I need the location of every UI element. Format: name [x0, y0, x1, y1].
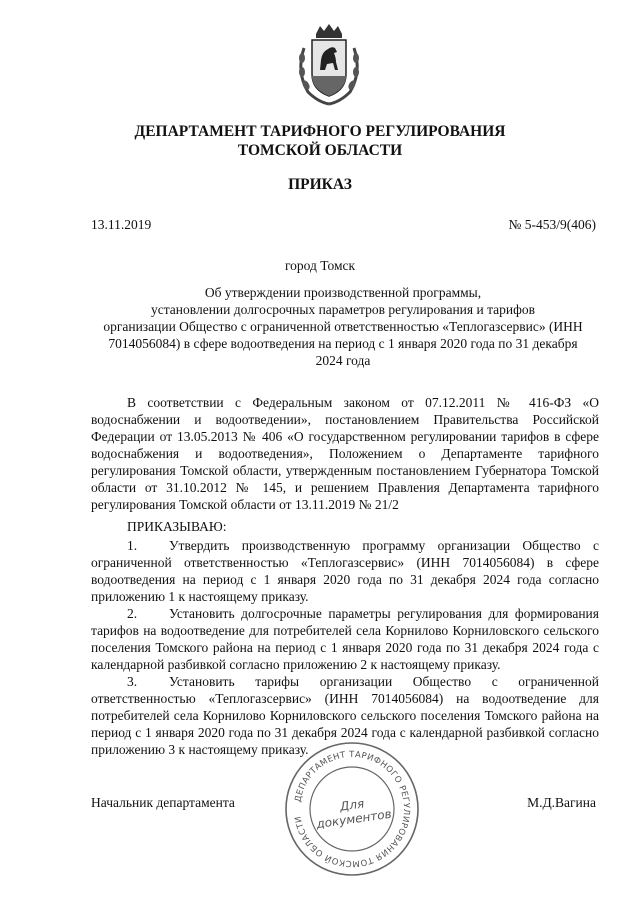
subject-line: Об утверждении производственной программы,: [204, 285, 482, 300]
order-item: [91, 537, 599, 605]
order-items-list: [91, 537, 599, 758]
signatory-name: М.Д.Вагина: [527, 795, 596, 810]
order-word: ПРИКАЗЫВАЮ:: [127, 519, 227, 534]
order-date: 13.11.2019: [91, 217, 152, 232]
city-line: город Томск: [284, 258, 356, 273]
subject-line: 2024 года: [315, 353, 371, 368]
stamp-center-text: Для документов: [315, 796, 393, 832]
department-heading: [60, 122, 580, 160]
order-number: № 5-453/9(406): [508, 217, 596, 232]
item-text: Утвердить производственную программу организации Общество с ограниченной ответственностью «Теплогазсервис» (ИНН 7014056084) в сфере водоотведения на период с 1 января 2020 года по 31 декабря 2024 года согласно приложению 1 к настоящему приказу.: [91, 538, 599, 604]
document-type: ПРИКАЗ: [288, 176, 352, 193]
region-name: ТОМСКОЙ ОБЛАСТИ: [237, 142, 403, 159]
item-number: 1.: [127, 538, 138, 553]
order-item: [91, 605, 599, 673]
subject-line: установлении долгосрочных параметров регулирования и тарифов: [151, 302, 535, 317]
stamp-ring-text: ДЕПАРТАМЕНТ ТАРИФНОГО РЕГУЛИРОВАНИЯ ТОМСКОЙ ОБЛАСТИ: [293, 749, 412, 869]
subject-line: организации Общество с ограниченной ответственностью «Теплогазсервис» (ИНН: [103, 319, 583, 334]
tomsk-coat-of-arms-icon: [294, 22, 364, 106]
item-text: Установить долгосрочные параметры регулирования для формирования тарифов на водоотведение для потребителей села Корнилово Корниловского сельского поселения Томского района на период с 1 января 2020 года по 31 декабря 2024 года с календарной разбивкой согласно приложению 2 к настоящему приказу.: [91, 606, 599, 672]
subject-line: 7014056084) в сфере водоотведения на период с 1 января 2020 года по 31 декабря: [108, 336, 578, 351]
order-subject: [88, 284, 598, 369]
item-number: 2.: [127, 606, 138, 621]
signatory-role: Начальник департамента: [91, 795, 235, 810]
department-name: ДЕПАРТАМЕНТ ТАРИФНОГО РЕГУЛИРОВАНИЯ: [134, 123, 506, 140]
item-number: 3.: [127, 674, 138, 689]
preamble-paragraph: В соответствии с Федеральным законом от 07.12.2011 № 416-ФЗ «О водоснабжении и водоотведении», постановлением Правительства Российской Федерации от 13.05.2013 № 406 «О государственном регулировании тарифов в сфере водоснабжения и водоотведения», Положением о Департаменте тарифного регулирования Томской области, утвержденным постановлением Губернатора Томской области от 31.10.2012 № 145, и решением Правления Департамента тарифного регулирования Томской области от 13.11.2019 № 21/2: [91, 395, 599, 512]
item-text: Установить тарифы организации Общество с ограниченной ответственностью «Теплогазсервис» (ИНН 7014056084) на водоотведение для потребителей села Корнилово Корниловского сельского поселения Томского района на период с 1 января 2020 года по 31 декабря 2024 года с календарной разбивкой согласно приложению 3 к настоящему приказу.: [91, 674, 599, 757]
